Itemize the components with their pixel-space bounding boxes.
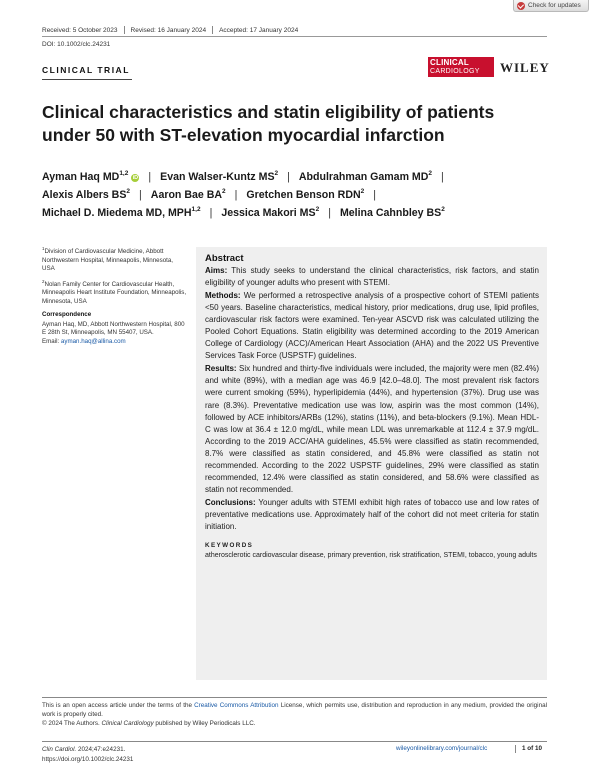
- journal-logo-line1: CLINICAL: [430, 58, 469, 67]
- affiliation-2: $^2$Nolan Family Center for Cardiovascular Health, Minneapolis Heart Institute Foundation, Minneapolis, Minnesota, USA: [42, 278, 187, 305]
- abstract-box: [196, 247, 547, 680]
- check-updates-icon: [517, 2, 525, 10]
- author[interactable]: Jessica Makori $MS^2$: [221, 206, 320, 219]
- author[interactable]: Abdulrahman Gamam $MD^2$: [298, 170, 433, 183]
- accepted-date: Accepted: 17 January 2024: [219, 26, 299, 34]
- check-updates-label: Check for updates: [528, 2, 581, 9]
- header-divider: [42, 36, 547, 37]
- abstract-aims: Aims: This study seeks to understand the clinical characteristics, risk factors, and statin eligibility of younger adults who present with STEMI.: [205, 266, 539, 288]
- author-separator: |: [328, 207, 331, 219]
- abstract-conclusions: Conclusions: Younger adults with STEMI exhibit high rates of tobacco use and low rates of preventative medications use. Approximately half of the cohort did not meet criteria for statin initiation.: [205, 497, 540, 531]
- author[interactable]: Aaron Bae $BA^2$: [150, 188, 226, 201]
- journal-site-link[interactable]: wileyonlinelibrary.com/journal/clc: [396, 745, 488, 752]
- section-underline: [42, 79, 132, 80]
- creative-commons-link[interactable]: Creative Commons Attribution: [194, 702, 279, 709]
- author[interactable]: Alexis Albers $BS^2$: [42, 188, 131, 201]
- page-number: 1 of 10: [522, 745, 542, 752]
- footer-doi-link[interactable]: https://doi.org/10.1002/clc.24231: [42, 756, 134, 763]
- author[interactable]: Ayman Haq MD$^{1,2}$iD: [42, 170, 139, 183]
- license-notice: This is an open access article under the terms of the Creative Commons Attribution License, which permits use, distribution and reproduction in any medium, provided the original work is properly cited. © 2024 The Authors. Clinical Cardiology published by Wiley Periodicals LLC.: [42, 702, 547, 727]
- author[interactable]: Gretchen Benson RDN$^2$: [246, 188, 365, 201]
- doi: DOI: 10.1002/clc.24231: [42, 41, 111, 48]
- revised-date: Revised: 16 January 2024: [130, 26, 207, 34]
- abstract-results: Results: Six hundred and thirty-five individuals were included, the majority were men (82.4%) and white (89%), with a median age was 46.9 [42.0–48.0]. The most prevalent risk factors were current smoking (59%), hyperlipidemia (44%), and hypertension (37%). Drug use was rare (8.3%). Preventative medication use was low, aspirin was the most common (14%), followed by ACE inhibitors/ARBs (12%), statins (11%), and beta-blockers (9.1%). Mean HDL-C was low at 36.4 ± 12.0 mg/dL, while mean LDL was unremarkable at 112.4 ± 37.9 mg/dL. According to the 2019 ACC/AHA guidelines, 45.5% were classified as statin recommended, 8.7% were classified as statin considered, and 45.8% were classified as statin not recommended. According to the 2022 USPSTF guidelines, 29% were classified as statin recommended, 12.4% were classified as statin considered, and 58.6% were classified as statin not recommended.: [205, 364, 539, 494]
- article-history: [42, 26, 298, 34]
- publisher-logo[interactable]: WILEY: [500, 60, 550, 75]
- footer-divider: [42, 741, 547, 742]
- abstract-heading: Abstract: [205, 253, 244, 264]
- keywords-list: atherosclerotic cardiovascular disease, primary prevention, risk stratification, STEMI, tobacco, young adults: [205, 552, 537, 560]
- email-link[interactable]: ayman.haq@allina.com: [60, 337, 126, 345]
- affiliation-1: $^1$Division of Cardiovascular Medicine, Abbott Northwestern Hospital, Minneapolis, Minnesota, USA: [42, 246, 174, 273]
- article-title: Clinical characteristics and statin eligibility of patients under 50 with ST-elevation myocardial infarction: [42, 102, 495, 145]
- author-separator: |: [148, 171, 152, 183]
- section-label: CLINICAL TRIAL: [42, 65, 130, 75]
- license-divider: [42, 697, 547, 698]
- author[interactable]: Melina Cahnbley $BS^2$: [339, 206, 445, 219]
- footer-citation: Clin Cardiol. 2024;47:e24231. https://doi.org/10.1002/clc.24231: [42, 746, 134, 763]
- author-separator: |: [209, 207, 213, 219]
- correspondence-label: Correspondence: [42, 311, 92, 319]
- author-separator: |: [441, 171, 444, 183]
- date-separator: [124, 26, 125, 34]
- correspondence-address: Ayman Haq, MD, Abbott Northwestern Hospital, 800 E 28th St, Minneapolis, MN 55407, USA.: [42, 320, 185, 337]
- affiliations-column: [42, 245, 187, 346]
- received-date: Received: 5 October 2023: [42, 26, 118, 34]
- author[interactable]: Evan Walser-Kuntz $MS^2$: [160, 170, 279, 183]
- footer-separator: [515, 745, 516, 753]
- author-separator: |: [287, 171, 290, 183]
- author-separator: |: [234, 189, 238, 201]
- author-list: [42, 168, 547, 222]
- orcid-icon[interactable]: iD: [132, 175, 139, 181]
- journal-logo[interactable]: [428, 57, 494, 77]
- author[interactable]: Michael D. Miedema MD, MPH$^{1,2}$: [42, 206, 201, 219]
- check-for-updates-button[interactable]: [513, 0, 589, 12]
- keywords-label: KEYWORDS: [205, 542, 254, 550]
- abstract-methods: Methods: We performed a retrospective analysis of a prospective cohort of STEMI patients <50 years. Baseline characteristics, medical history, prior medications, drug use, lipid profiles, cardiovascular risk factors were examined. Ten-year ASCVD risk was calculated utilizing the Pooled Cohort Equations. Statin eligibility was determined according to the 2019 American College of Cardiology (ACC)/American Heart Association (AHA) and the 2022 US Preventive Services Task Force (USPSTF) guidelines.: [205, 291, 539, 361]
- date-separator: [212, 26, 213, 34]
- correspondence-email: Email: ayman.haq@allina.com: [42, 337, 126, 345]
- author-separator: |: [139, 189, 142, 201]
- author-separator: |: [373, 189, 377, 201]
- journal-logo-line2: CARDIOLOGY: [430, 68, 480, 75]
